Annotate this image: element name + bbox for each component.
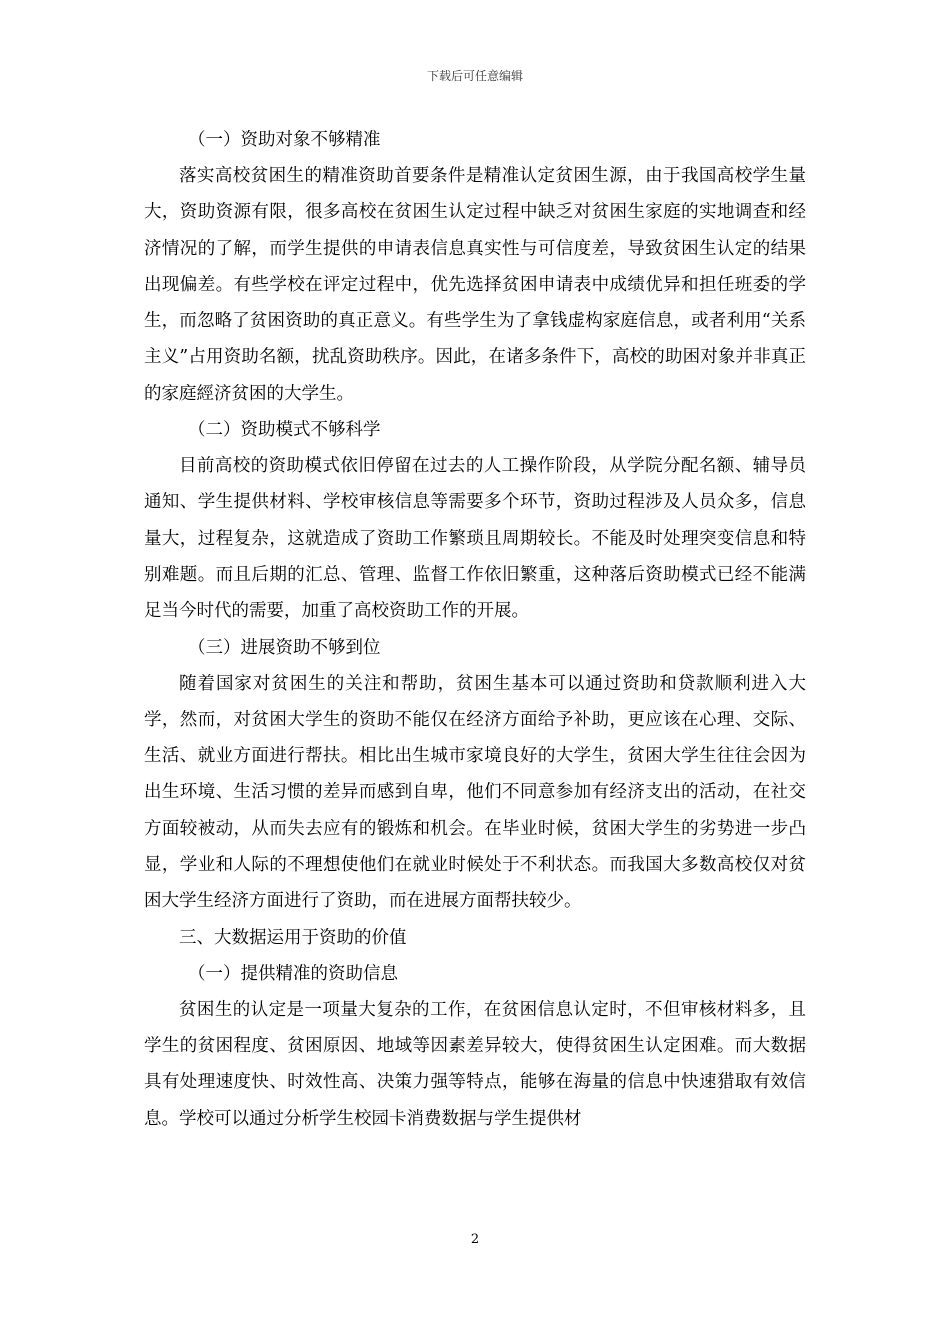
paragraph: 落实高校贫困生的精准资助首要条件是精准认定贫困生源，由于我国高校学生量大，资助资源有限，很多高校在贫困生认定过程中缺乏对贫困生家庭的实地调查和经济情况的了解，而学生提供的申请表信息真实性与可信度差，导致贫困生认定的结果出现偏差。有些学校在评定过程中，优先选择贫困申请表中成绩优异和担任班委的学生，而忽略了贫困资助的真正意义。有些学生为了拿钱虚构家庭信息，或者利用“关系主义”占用资助名额，扰乱资助秩序。因此，在诸多条件下，高校的助困对象并非真正的家庭經济贫困的大学生。 (144, 166, 806, 404)
paragraph: 贫困生的认定是一项量大复杂的工作，在贫困信息认定时，不但审核材料多，且学生的贫困程度、贫困原因、地域等因素差异较大，使得贫困生认定困难。而大数据具有处理速度快、时效性高、决策力强等特点，能够在海量的信息中快速猎取有效信息。学校可以通过分析学生校园卡消费数据与学生提供材 (144, 999, 806, 1129)
subsection-heading: （一）资助对象不够精准 (188, 130, 381, 150)
body-text (144, 122, 806, 1137)
header-note: 下载后可任意编辑 (426, 69, 523, 83)
subsection-heading: （二）资助模式不够科学 (188, 420, 381, 441)
paragraph: 目前高校的资助模式依旧停留在过去的人工操作阶段，从学院分配名额、辅导员通知、学生提供材料、学校审核信息等需要多个环节，资助过程涉及人员众多，信息量大，过程复杂，这就造成了资助工作繁琐且周期较长。不能及时处理突变信息和特别难题。而且后期的汇总、管理、监督工作依旧繁重，这种落后资助模式已经不能满足当今时代的需要，加重了高校资助工作的开展。 (144, 456, 806, 622)
section-heading: 三、大数据运用于资助的价值 (179, 927, 407, 948)
subsection-heading: （三）进展资助不够到位 (188, 637, 381, 658)
page-number: 2 (470, 1232, 480, 1247)
subsection-heading: （一）提供精准的资助信息 (188, 963, 398, 984)
paragraph: 随着国家对贫困生的关注和帮助，贫困生基本可以通过资助和贷款顺利进入大学，然而，对贫困大学生的资助不能仅在经济方面给予补助，更应该在心理、交际、生活、就业方面进行帮扶。相比出生城市家境良好的大学生，贫困大学生往往会因为出生环境、生活习惯的差异而感到自卑，他们不同意参加有经济支出的活动，在社交方面较被动，从而失去应有的锻炼和机会。在毕业时候，贫困大学生的劣势进一步凸显，学业和人际的不理想使他们在就业时候处于不利状态。而我国大多数高校仅对贫困大学生经济方面进行了资助，而在进展方面帮扶较少。 (144, 673, 806, 912)
